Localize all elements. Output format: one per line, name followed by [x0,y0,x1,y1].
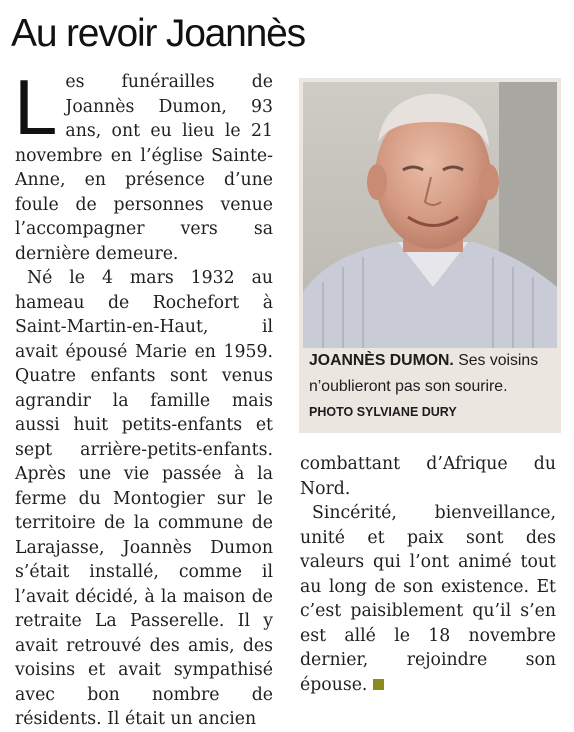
paragraph-1-text: es funérailles de Joannès Dumon, 93 ans, ont eu lieu le 21 novembre en l’église Sainte-Anne, en présence d’une foule de personnes venue l’accompagner vers sa dernière demeure. [15,72,273,264]
article-column-right [300,452,556,697]
end-of-article-square-icon [373,679,384,690]
portrait-photo [303,82,557,348]
paragraph-3-text: Sincérité, bienveillance, unité et paix sont des valeurs qui l’ont animé tout au long de son existence. Et c’est paisiblement qu’il s’en est allé le 18 novembre dernier, rejoindre son épouse. [300,503,556,695]
drop-cap: L [14,63,58,151]
photo-caption [309,348,555,426]
paragraph-2-continued: combattant d’Afrique du Nord. [300,454,556,499]
caption-name: JOANNÈS DUMON. [309,352,454,369]
article-paragraph-3 [300,501,556,697]
article-paragraph-2: Né le 4 mars 1932 au hameau de Rochefort à Saint-Martin-en-Haut, il avait épousé Marie en 1959. Quatre enfants sont venus agrandir la famille mais aussi huit petits-enfants et sept arrière-petits-enfants. Après une vie passée à la ferme du Montogier sur le territoire de la commune de Larajasse, Joannès Dumon s’était installé, comme il l’avait décidé, à la maison de retraite La Passerelle. Il y avait retrouvé des amis, des voisins et avait sympathisé avec bon nombre de résidents. Il était un ancien [15,268,273,729]
article-column-left [14,63,273,732]
article-headline: Au revoir Joannès [11,12,305,55]
caption-credit: PHOTO SYLVIANE DURY [309,405,457,419]
caption-text: Ses voisins n’oublieront pas son sourire. [309,352,539,395]
article-paragraph-1 [14,63,273,266]
portrait-illustration [303,82,557,348]
photo-box [299,78,561,433]
